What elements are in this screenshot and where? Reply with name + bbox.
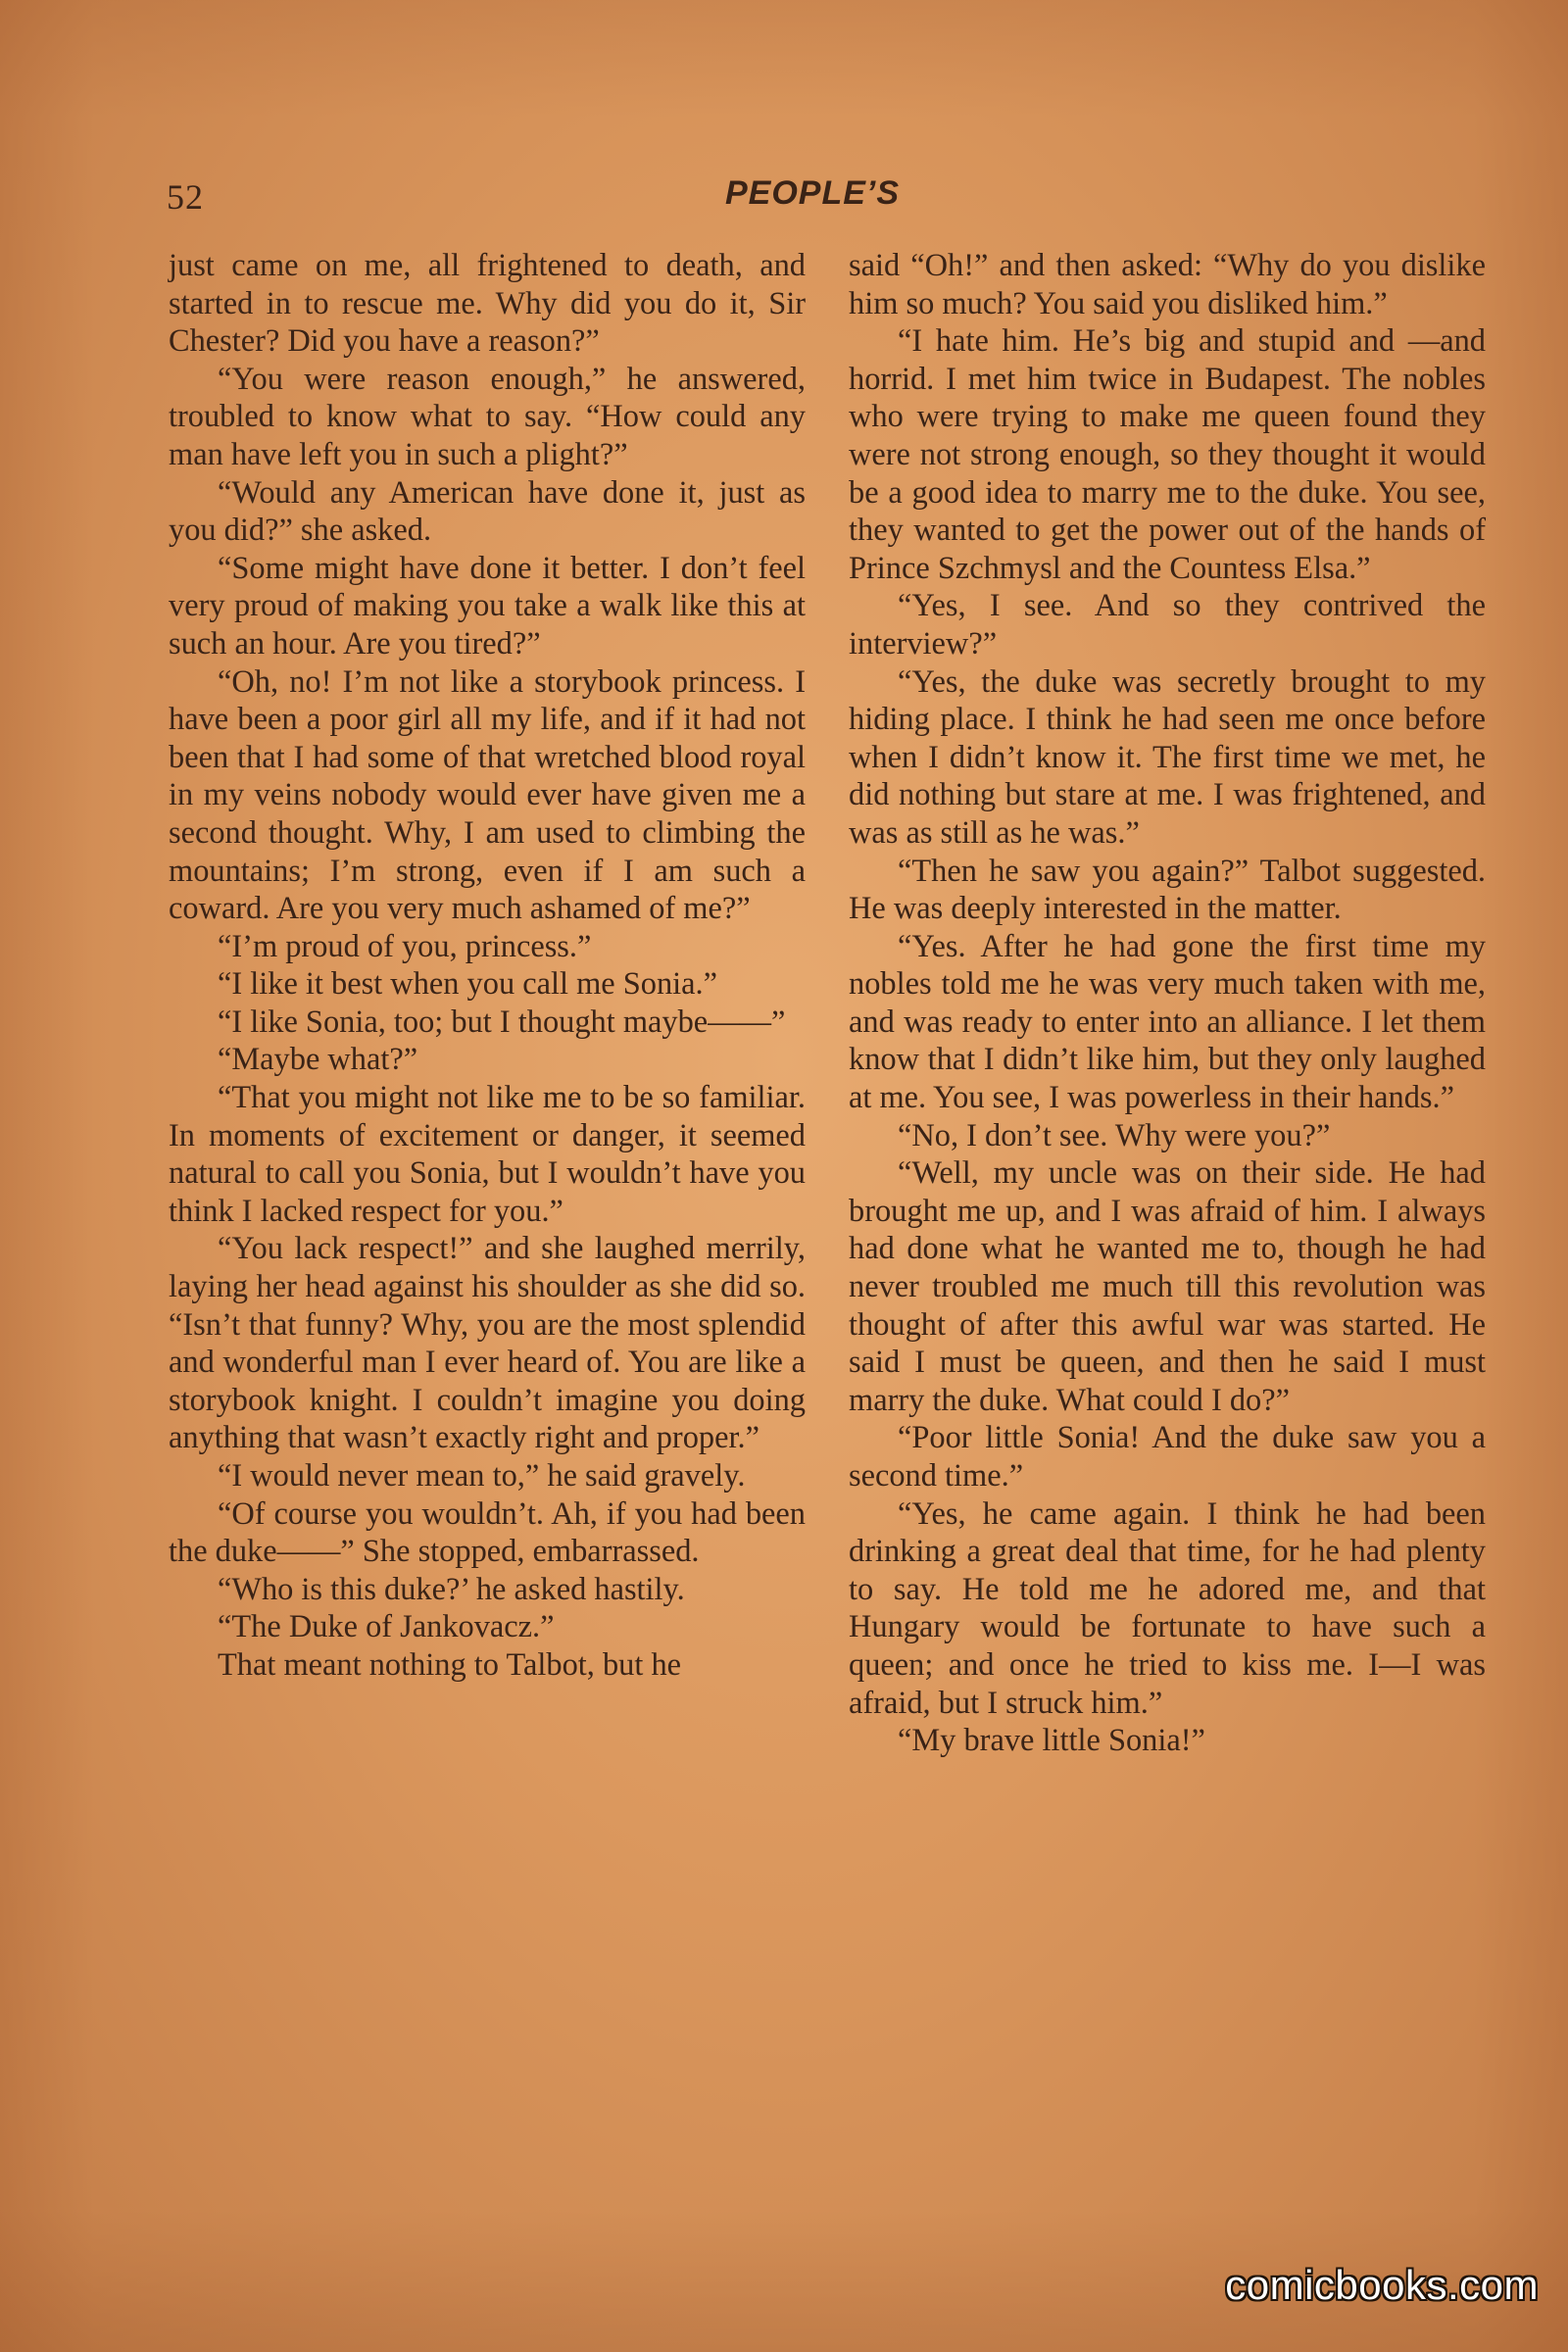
paragraph: “Yes, I see. And so they contrived the interview?” [849,588,1486,662]
paragraph: “Maybe what?” [218,1042,418,1078]
paragraph: “Poor little Sonia! And the duke saw you a second time.” [849,1420,1486,1494]
paragraph: “You were reason enough,” he answered, troubled to know what to say. “How could any man have left you in such a plight?” [169,361,806,472]
paragraph: “I’m proud of you, princess.” [218,928,592,964]
watermark-logo: comicbooks.com [1225,2262,1539,2308]
paragraph: “Of course you wouldn’t. Ah, if you had been the duke——” She stopped, embarrassed. [169,1495,806,1570]
paragraph: “I would never mean to,” he said gravely. [218,1458,746,1494]
paragraph: “Some might have done it better. I don’t feel very proud of making you take a walk like this at such an hour. Are you tired?” [169,550,806,662]
paragraph: “Well, my uncle was on their side. He had brought me up, and I was afraid of him. I always had done what he wanted me to, though he had never troubled me much till this revolution was thought of after this awful war was started. He said I must be queen, and then he said I must marry the duke. What could I do?” [849,1155,1486,1418]
paragraph: “Oh, no! I’m not like a storybook princess. I have been a poor girl all my life, and if it had not been that I had some of that wretched blood royal in my veins nobody would ever have given me a second thought. Why, I am used to climbing the mountains; I’m strong, even if I am such a coward. Are you very much ashamed of me?” [169,663,806,927]
paragraph: “No, I don’t see. Why were you?” [898,1117,1331,1153]
paragraph: “I like it best when you call me Sonia.” [218,966,718,1003]
page-number: 52 [167,177,204,217]
right-text-column [849,247,1486,1760]
paragraph: “Yes, the duke was secretly brought to my hiding place. I think he had seen me once before when I didn’t know it. The first time we met, he did nothing but stare at me. I was frightened, and was as still as he was.” [849,663,1486,851]
paragraph: “You lack respect!” and she laughed merrily, laying her head against his shoulder as she did so. “Isn’t that funny? Why, you are the most splendid and wonderful man I ever heard of. You are like a storybook knight. I couldn’t imagine you doing anything that wasn’t exactly right and proper.” [169,1231,806,1456]
paragraph: “Yes, he came again. I think he had been drinking a great deal that time, for he had plenty to say. He told me he adored me, and that Hungary would be fortunate to have such a queen; and once he tried to kiss me. I—I was afraid, but I struck him.” [849,1495,1486,1721]
paragraph: “I hate him. He’s big and stupid and —and horrid. I met him twice in Budapest. The nobles who were trying to make me queen found they were not strong enough, so they thought it would be a good idea to marry me to the duke. You see, they wanted to get the power out of the hands of Prince Szchmysl and the Countess Elsa.” [849,323,1486,586]
running-head: PEOPLE’S [725,174,901,212]
paragraph: “The Duke of Jankovacz.” [218,1609,555,1645]
paragraph: “That you might not like me to be so familiar. In moments of excitement or danger, it seemed natural to call you Sonia, but I wouldn’t have you think I lacked respect for you.” [169,1080,806,1229]
left-text-column [169,247,806,1685]
paragraph: “I like Sonia, too; but I thought maybe——” [218,1004,786,1040]
paragraph: just came on me, all frightened to death, and started in to rescue me. Why did you do it, Sir Chester? Did you have a reason?” [169,248,806,360]
paragraph: That meant nothing to Talbot, but he [218,1646,682,1683]
page-header [167,176,1490,225]
paragraph: said “Oh!” and then asked: “Why do you dislike him so much? You said you disliked him.” [849,248,1486,321]
paragraph: “Would any American have done it, just as you did?” she asked. [169,474,806,549]
paragraph: “Yes. After he had gone the first time my nobles told me he was very much taken with me, and was ready to enter into an alliance. I let them know that I didn’t like him, but they only laughed at me. You see, I was powerless in their hands.” [849,928,1486,1116]
paragraph: “Who is this duke?’ he asked hastily. [218,1571,685,1607]
paragraph: “My brave little Sonia!” [898,1723,1205,1759]
paragraph: “Then he saw you again?” Talbot suggested. He was deeply interested in the matter. [849,853,1486,927]
